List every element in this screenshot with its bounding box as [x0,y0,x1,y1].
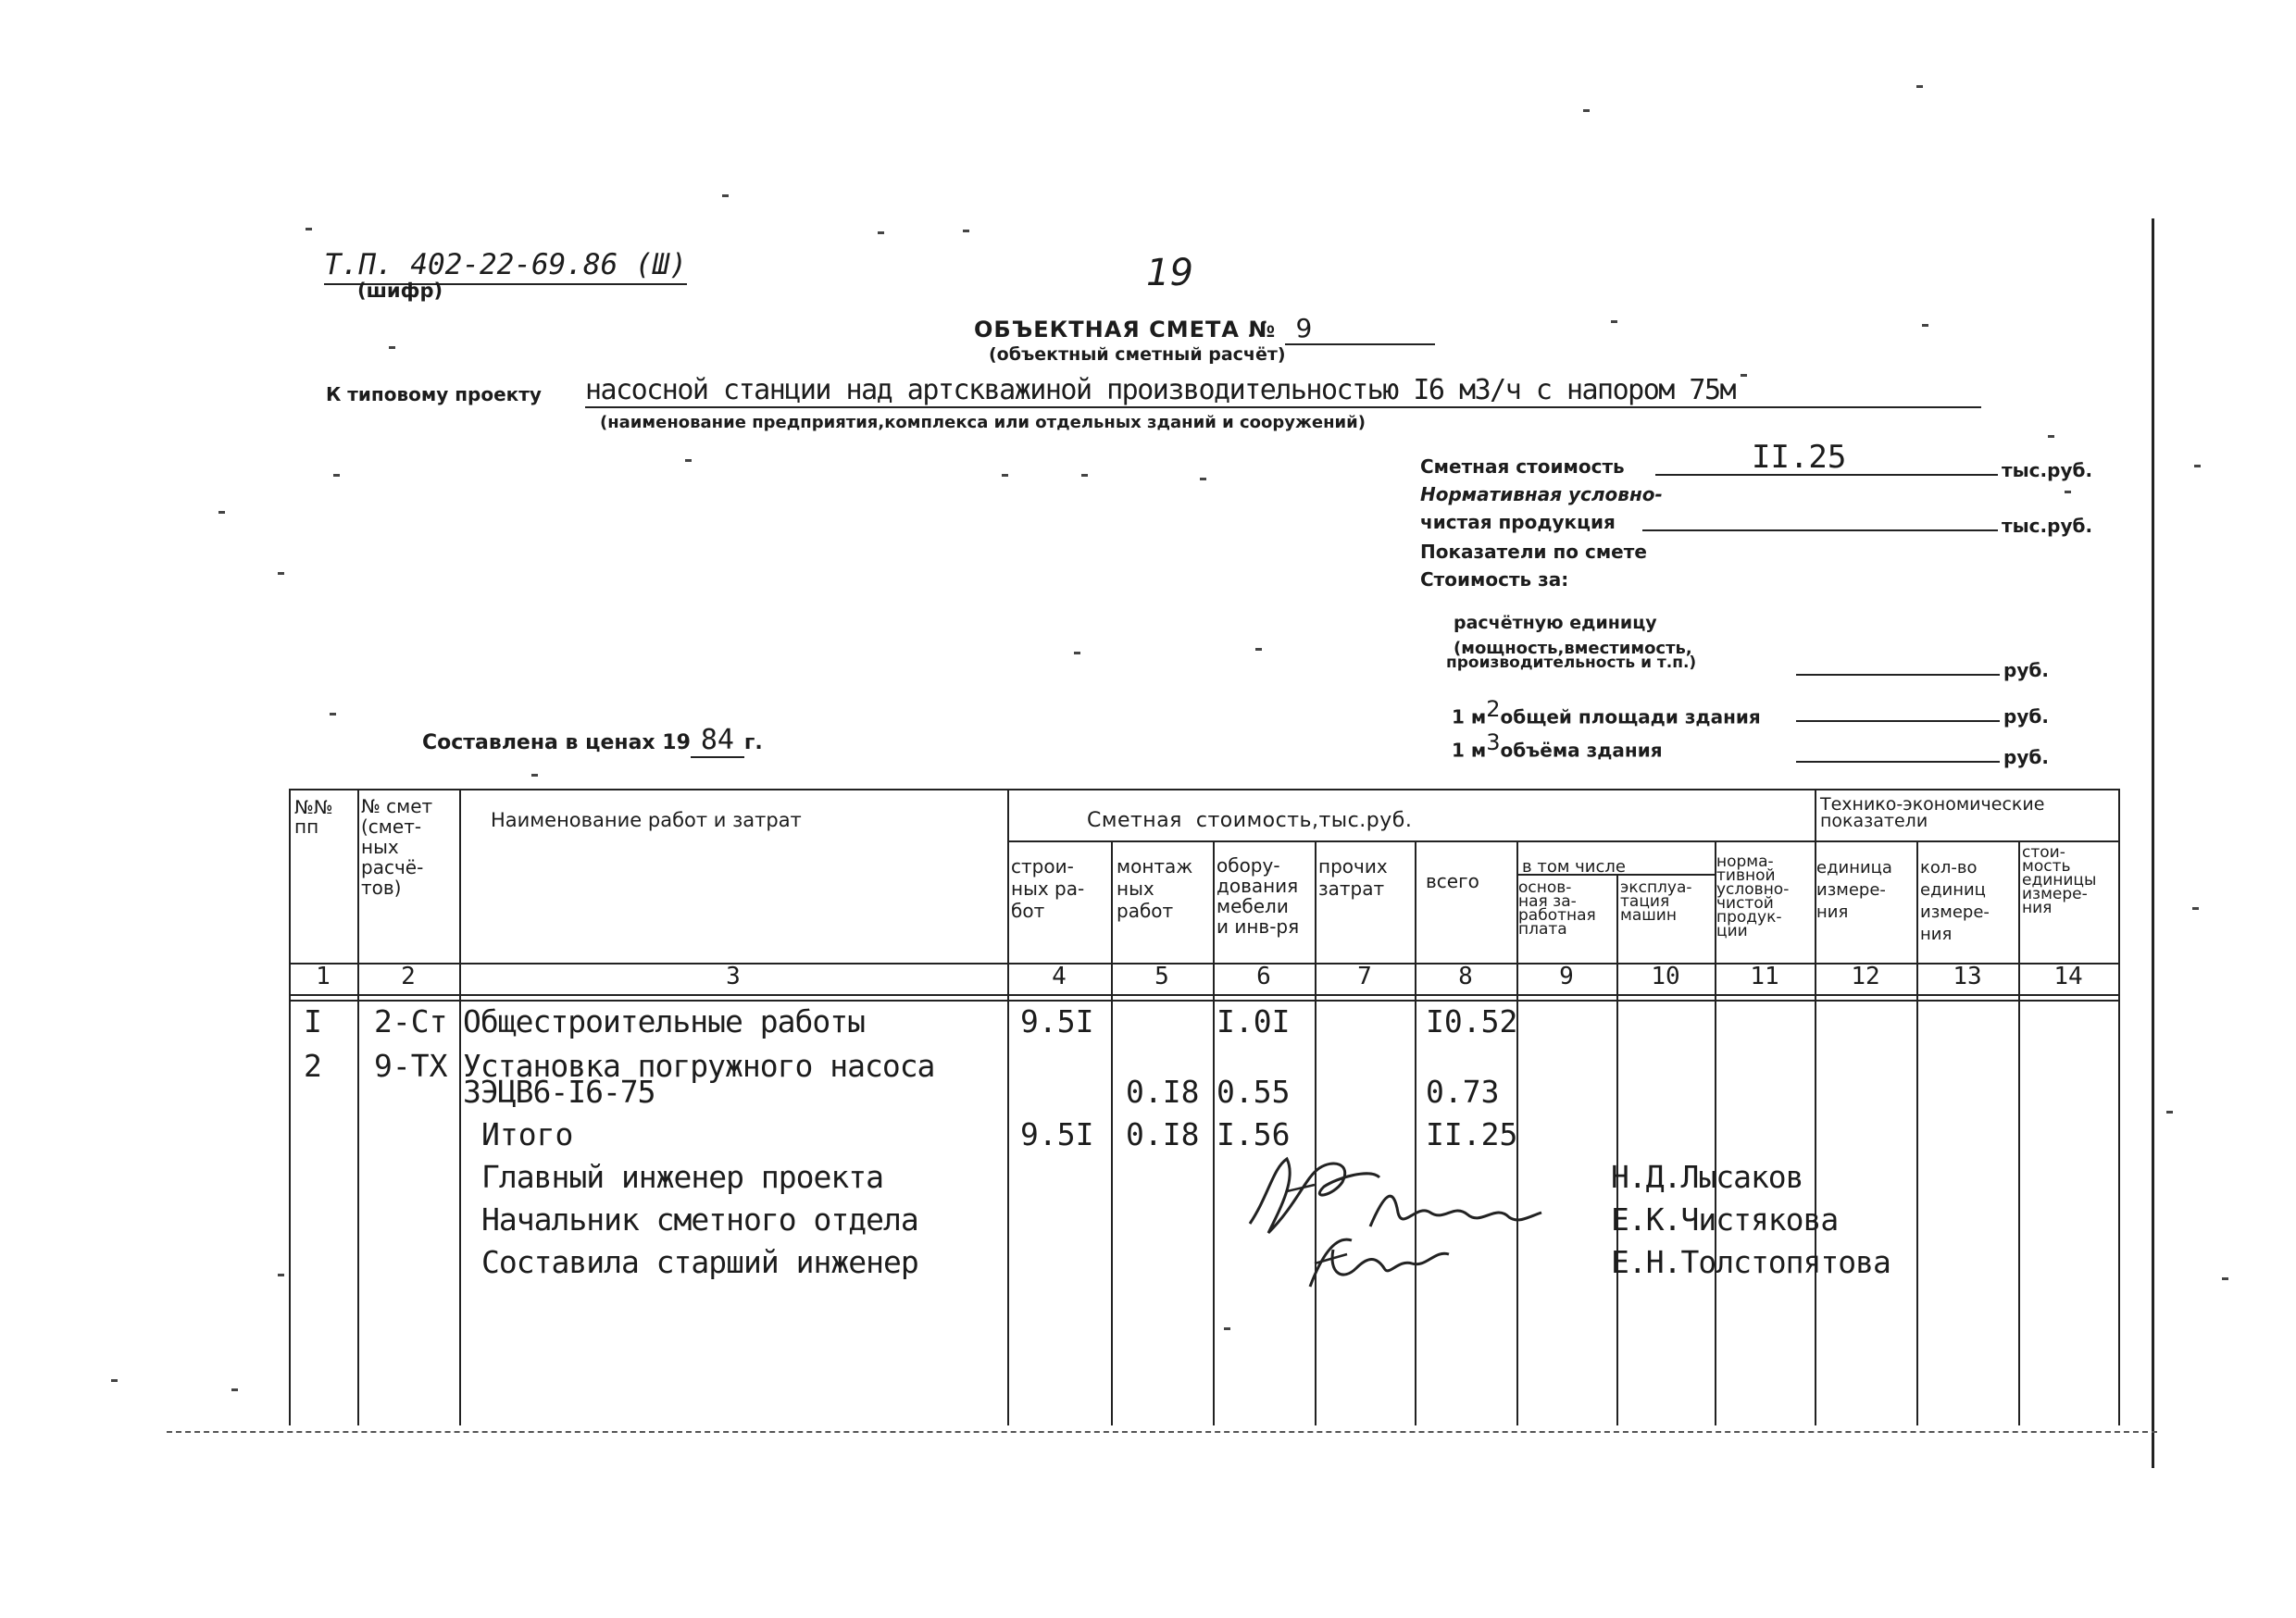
indicators-label: Показатели по смете [1420,541,1647,563]
column-number-10: 10 [1651,963,1680,990]
col-border-14 [2118,789,2120,1425]
normative-unit: тыс.руб. [2002,515,2093,537]
estimated-cost-label: Сметная стоимость [1420,455,1625,478]
bottom-dashed-line [167,1431,2157,1433]
scan-speck [2048,435,2054,438]
row-2-name: Установка погружного насоса [463,1048,935,1084]
h-other: прочих затрат [1318,855,1388,900]
handwritten-signature-3 [1296,1222,1454,1296]
scan-speck [963,230,969,232]
volume-rub: руб. [2003,746,2049,768]
calc-unit-label: расчётную единицу [1454,613,1657,633]
estimate-number: 9 [1285,313,1435,345]
scan-speck [333,474,340,477]
total-row-equip: I.56 [1217,1116,1291,1152]
scan-speck [111,1379,118,1382]
column-number-9: 9 [1559,963,1574,990]
row-1-total: I0.52 [1426,1003,1518,1039]
column-number-12: 12 [1851,963,1880,990]
scan-speck [1002,474,1008,477]
estimated-cost-unit: тыс.руб. [2002,459,2093,481]
calc-unit-note-2: производительность и т.п.) [1446,653,1697,672]
h-mount: монтаж ных работ [1117,855,1193,922]
scan-speck [1081,474,1088,477]
area-rub: руб. [2003,705,2049,728]
column-number-6: 6 [1256,963,1271,990]
h-tech-group: Технико-экономические показатели [1820,794,2045,831]
column-number-8: 8 [1458,963,1473,990]
normative-label-1: Нормативная условно- [1420,483,1663,505]
scan-speck [1611,320,1617,323]
signature-person-2: Е.К.Чистякова [1611,1201,1839,1238]
scan-speck [2194,465,2201,467]
col-border-2 [459,789,461,1425]
row-1-name: Общестроительные работы [463,1003,865,1039]
volume-text: объёма здания [1500,739,1663,762]
total-row-mount: 0.I8 [1126,1116,1200,1152]
h-total: всего [1426,870,1479,892]
col-border-5 [1213,840,1215,1425]
col-border-13 [2018,840,2020,1425]
scan-speck [1200,478,1206,480]
col-border-7 [1415,840,1416,1425]
scan-speck [1916,85,1923,88]
row-1-equip: I.0I [1217,1003,1291,1039]
page-subtitle: (объектный сметный расчёт) [989,344,1286,365]
h-unit: единица измере- ния [1816,858,1892,922]
normative-label-2: чистая продукция [1420,511,1616,533]
colnum-bottom-line-2 [289,1000,2120,1002]
scan-speck [231,1388,238,1391]
scan-speck [278,572,284,575]
scan-speck [1255,648,1262,651]
prices-suffix: г. [743,731,763,754]
page-number: 19 [1146,252,1193,294]
signature-person-3: Е.Н.Толстопятова [1611,1244,1890,1280]
scan-speck [389,346,395,349]
col-border-4 [1111,840,1113,1425]
scan-speck [1074,652,1080,654]
column-number-14: 14 [2053,963,2083,990]
scan-speck [2166,1111,2173,1114]
row-2-mount: 0.I8 [1126,1074,1200,1110]
scan-speck [2222,1277,2228,1280]
column-number-2: 2 [401,963,416,990]
column-number-11: 11 [1750,963,1779,990]
signature-role-1: Главный инженер проекта [481,1159,883,1195]
scan-speck [306,228,312,230]
calc-unit-note-1: (мощность,вместимость, [1454,639,1692,658]
total-row-total: II.25 [1426,1116,1518,1152]
h-machines: эксплуа- тация машин [1620,878,1692,925]
table-top-line [289,789,2120,790]
project-name: насосной станции над артскважиной производительностью I6 м3/ч с напором 75м [585,374,1981,408]
scan-speck [2192,907,2199,910]
estimated-cost-value: II.25 [1752,439,1847,476]
h-build: строи- ных ра- бот [1011,855,1085,922]
area-m: 1 м [1452,705,1487,728]
row-2-nn: 2 [304,1048,322,1084]
scan-speck [218,511,225,514]
signature-role-2: Начальник сметного отдела [481,1201,918,1238]
h-equip: обору- дования мебели и инв-ря [1217,854,1300,938]
project-caption: (наименование предприятия,комплекса или отдельных зданий и сооружений) [600,413,1366,432]
column-number-4: 4 [1052,963,1067,990]
col-border-0 [289,789,291,1425]
scan-speck [531,774,538,777]
column-number-13: 13 [1953,963,1982,990]
calc-unit-rub: руб. [2003,659,2049,681]
column-number-7: 7 [1357,963,1372,990]
scan-speck [278,1274,284,1276]
h-qty: кол-во единиц измере- ния [1920,858,1990,944]
estimated-cost-line [1655,474,1998,476]
volume-sup: 3 [1486,729,1501,755]
cost-group-line [1007,840,1815,842]
col-border-1 [357,789,359,1425]
h-incl: в том числе [1522,857,1626,877]
col-border-3 [1007,789,1009,1425]
area-line [1796,720,2000,722]
row-1-smet: 2-Ст [374,1003,448,1039]
document-code-caption: (шифр) [357,280,443,302]
signature-role-3: Составила старший инженер [481,1244,918,1280]
scan-speck [685,459,692,462]
row-2-equip: 0.55 [1217,1074,1291,1110]
scan-speck [1922,324,1928,327]
area-label [1452,696,1761,728]
total-row-name: Итого [481,1116,574,1152]
page-title-text: ОБЪЕКТНАЯ СМЕТА № [974,317,1277,342]
scan-speck [722,194,729,197]
row-1-build: 9.5I [1020,1003,1094,1039]
document-code: Т.П. 402-22-69.86 (Ш) [324,248,687,285]
calc-unit-line [1796,674,2000,676]
colnum-bottom-line [289,994,2120,996]
row-2-total: 0.73 [1426,1074,1500,1110]
total-row-build: 9.5I [1020,1116,1094,1152]
h-salary: основ- ная за- работная плата [1518,878,1596,939]
h-normative: норма- тивной условно- чистой продук- ции [1716,853,1790,940]
prices-line [422,724,763,758]
volume-line [1796,761,2000,763]
project-prefix: К типовому проекту [326,383,542,405]
signature-person-1: Н.Д.Лысаков [1611,1159,1803,1195]
h-name: Наименование работ и затрат [491,809,802,831]
col-border-6 [1315,840,1316,1425]
h-unitcost: стои- мость единицы измере- ния [2022,843,2097,917]
column-number-1: 1 [316,963,331,990]
column-number-3: 3 [726,963,741,990]
scan-speck [1224,1327,1230,1330]
right-border-line [2152,218,2154,1468]
cost-per-label: Стоимость за: [1420,568,1569,591]
row-2-name-2: 3ЭЦВ6-I6-75 [463,1074,655,1110]
col-border-12 [1916,840,1918,1425]
area-text: общей площади здания [1500,705,1761,728]
scan-speck [2065,491,2071,493]
volume-m: 1 м [1452,739,1487,762]
col-border-9 [1616,874,1618,1425]
scan-speck [878,231,884,234]
prices-year: 84 [691,724,744,758]
h-cost-group: Сметная стоимость,тыс.руб. [1087,809,1413,832]
column-number-5: 5 [1154,963,1169,990]
volume-label [1452,729,1663,762]
h-nn: №№ пп [294,796,333,838]
tech-group-line [1815,840,2120,842]
page-title [974,313,1435,345]
scan-speck [1583,109,1590,112]
scan-speck [1741,374,1747,377]
normative-line [1642,529,1998,531]
row-1-nn: I [304,1003,322,1039]
scan-speck [330,713,336,716]
row-2-smet: 9-ТХ [374,1048,448,1084]
area-sup: 2 [1486,696,1501,722]
prices-prefix: Составлена в ценах 19 [422,731,691,754]
h-smet: № смет (смет- ных расчё- тов) [361,795,433,899]
